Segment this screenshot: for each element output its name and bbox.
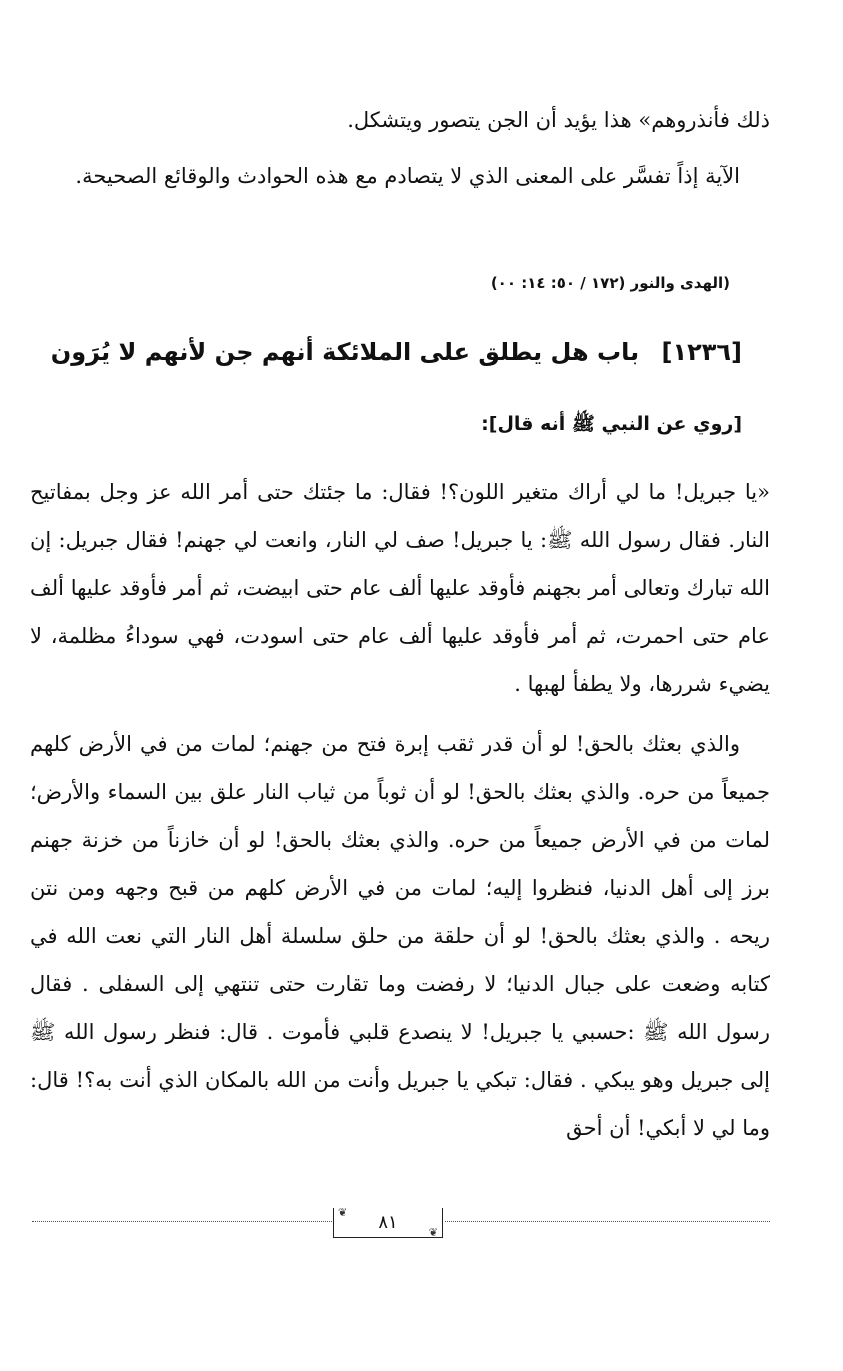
intro-line-2: الآية إذاً تفسَّر على المعنى الذي لا يتصادم مع هذه الحوادث والوقائع الصحيحة. — [75, 164, 740, 188]
section-heading — [30, 338, 742, 366]
hadith-block — [30, 468, 770, 1152]
ornament-icon: ❦ — [428, 1226, 438, 1239]
source-citation: (الهدى والنور (١٧٢ / ٥٠: ١٤: ٠٠) — [490, 274, 730, 292]
hadith-paragraph-1: «يا جبريل! ما لي أراك متغير اللون؟! فقال: ما جئتك حتى أمر الله عز وجل بمفاتيح النار. فقال رسول الله ﷺ: يا جبريل! صف لي النار، وانعت لي جهنم! فقال جبريل: إن الله تبارك وتعالى أمر بجهنم فأوقد عليها ألف عام حتى ابيضت، ثم أمر فأوقد عليها ألف عام حتى احمرت، ثم أمر فأوقد عليها ألف عام حتى اسودت، فهي سوداءُ مظلمة، لا يضيء شررها، ولا يطفأ لهبها . — [30, 480, 770, 696]
intro-block — [30, 96, 770, 200]
intro-line-1: ذلك فأنذروهم» هذا يؤيد أن الجن يتصور ويتشكل. — [347, 108, 770, 132]
footer-divider-right — [445, 1221, 770, 1222]
section-title: باب هل يطلق على الملائكة أنهم جن لأنهم لا يُرَون — [50, 338, 640, 366]
footer-divider-left — [32, 1221, 332, 1222]
page-number-frame — [333, 1208, 443, 1238]
narration-intro: [روي عن النبي ﷺ أنه قال]: — [481, 413, 742, 435]
page-number: ٨١ — [378, 1212, 398, 1233]
section-number: [١٢٣٦] — [661, 338, 742, 366]
hadith-paragraph-2: والذي بعثك بالحق! لو أن قدر ثقب إبرة فتح من جهنم؛ لمات من في الأرض كلهم جميعاً من حره. والذي بعثك بالحق! لو أن ثوباً من ثياب النار علق بين السماء والأرض؛ لمات من في الأرض جميعاً من حره. والذي بعثك بالحق! لو أن خازناً من خزنة جهنم برز إلى أهل الدنيا، فنظروا إليه؛ لمات من في الأرض كلهم من قبح وجهه ومن نتن ريحه . والذي بعثك بالحق! لو أن حلقة من حلق سلسلة أهل النار التي نعت الله في كتابه وضعت على جبال الدنيا؛ لا رفضت وما تقارت حتى تنتهي إلى السفلى . فقال رسول الله ﷺ :حسبي يا جبريل! لا ينصدع قلبي فأموت . قال: فنظر رسول الله ﷺ إلى جبريل وهو يبكي . فقال: تبكي يا جبريل وأنت من الله بالمكان الذي أنت به؟! قال: وما لي لا أبكي! أن أحق — [30, 732, 770, 1140]
ornament-icon: ❦ — [338, 1206, 348, 1219]
